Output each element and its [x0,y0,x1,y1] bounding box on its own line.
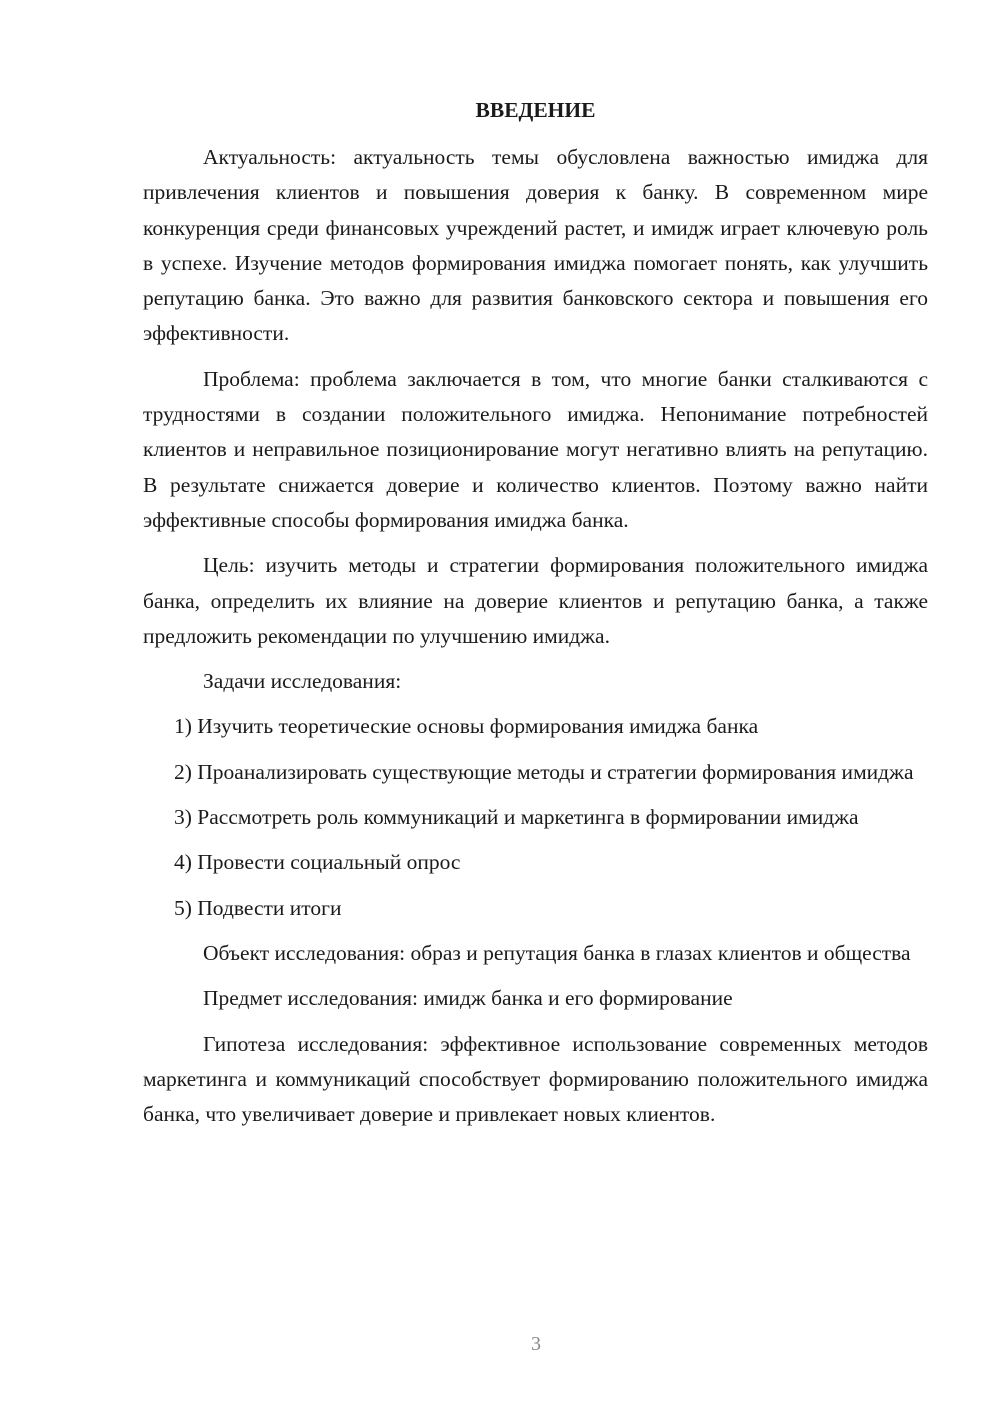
paragraph-object: Объект исследования: образ и репутация банка в глазах клиентов и общества [203,940,911,965]
paragraph-goal: Цель: изучить методы и стратегии формирования положительного имиджа банка, определить их влияние на доверие клиентов и репутацию банка, а также предложить рекомендации по улучшению имиджа. [143,553,928,648]
task-item-3: 3) Рассмотреть роль коммуникаций и маркетинга в формировании имиджа [174,805,859,830]
paragraph-problem: Проблема: проблема заключается в том, что многие банки сталкиваются с трудностями в создании положительного имиджа. Непонимание потребностей клиентов и неправильное позиционирование могут негативно влиять на репутацию. В результате снижается доверие и количество клиентов. Поэтому важно найти эффективные способы формирования имиджа банка. [143,366,928,532]
task-item-1: 1) Изучить теоретические основы формирования имиджа банка [174,714,759,739]
section-title: ВВЕДЕНИЕ [475,98,596,122]
task-item-4: 4) Провести социальный опрос [174,850,461,875]
page-number: 3 [531,1333,541,1355]
task-item-5: 5) Подвести итоги [174,895,342,920]
document-page [143,94,928,1142]
paragraph-subject: Предмет исследования: имидж банка и его формирование [203,986,733,1011]
paragraph-relevance: Актуальность: актуальность темы обусловлена важностью имиджа для привлечения клиентов и повышения доверия к банку. В современном мире конкуренция среди финансовых учреждений растет, и имидж играет ключевую роль в успехе. Изучение методов формирования имиджа помогает понять, как улучшить репутацию банка. Это важно для развития банковского сектора и повышения его эффективности. [143,145,928,346]
task-item-2: 2) Проанализировать существующие методы и стратегии формирования имиджа [174,759,914,784]
paragraph-hypothesis: Гипотеза исследования: эффективное использование современных методов маркетинга и коммуникаций способствует формированию положительного имиджа банка, что увеличивает доверие и привлекает новых клиентов. [143,1031,928,1127]
tasks-heading: Задачи исследования: [203,669,402,694]
